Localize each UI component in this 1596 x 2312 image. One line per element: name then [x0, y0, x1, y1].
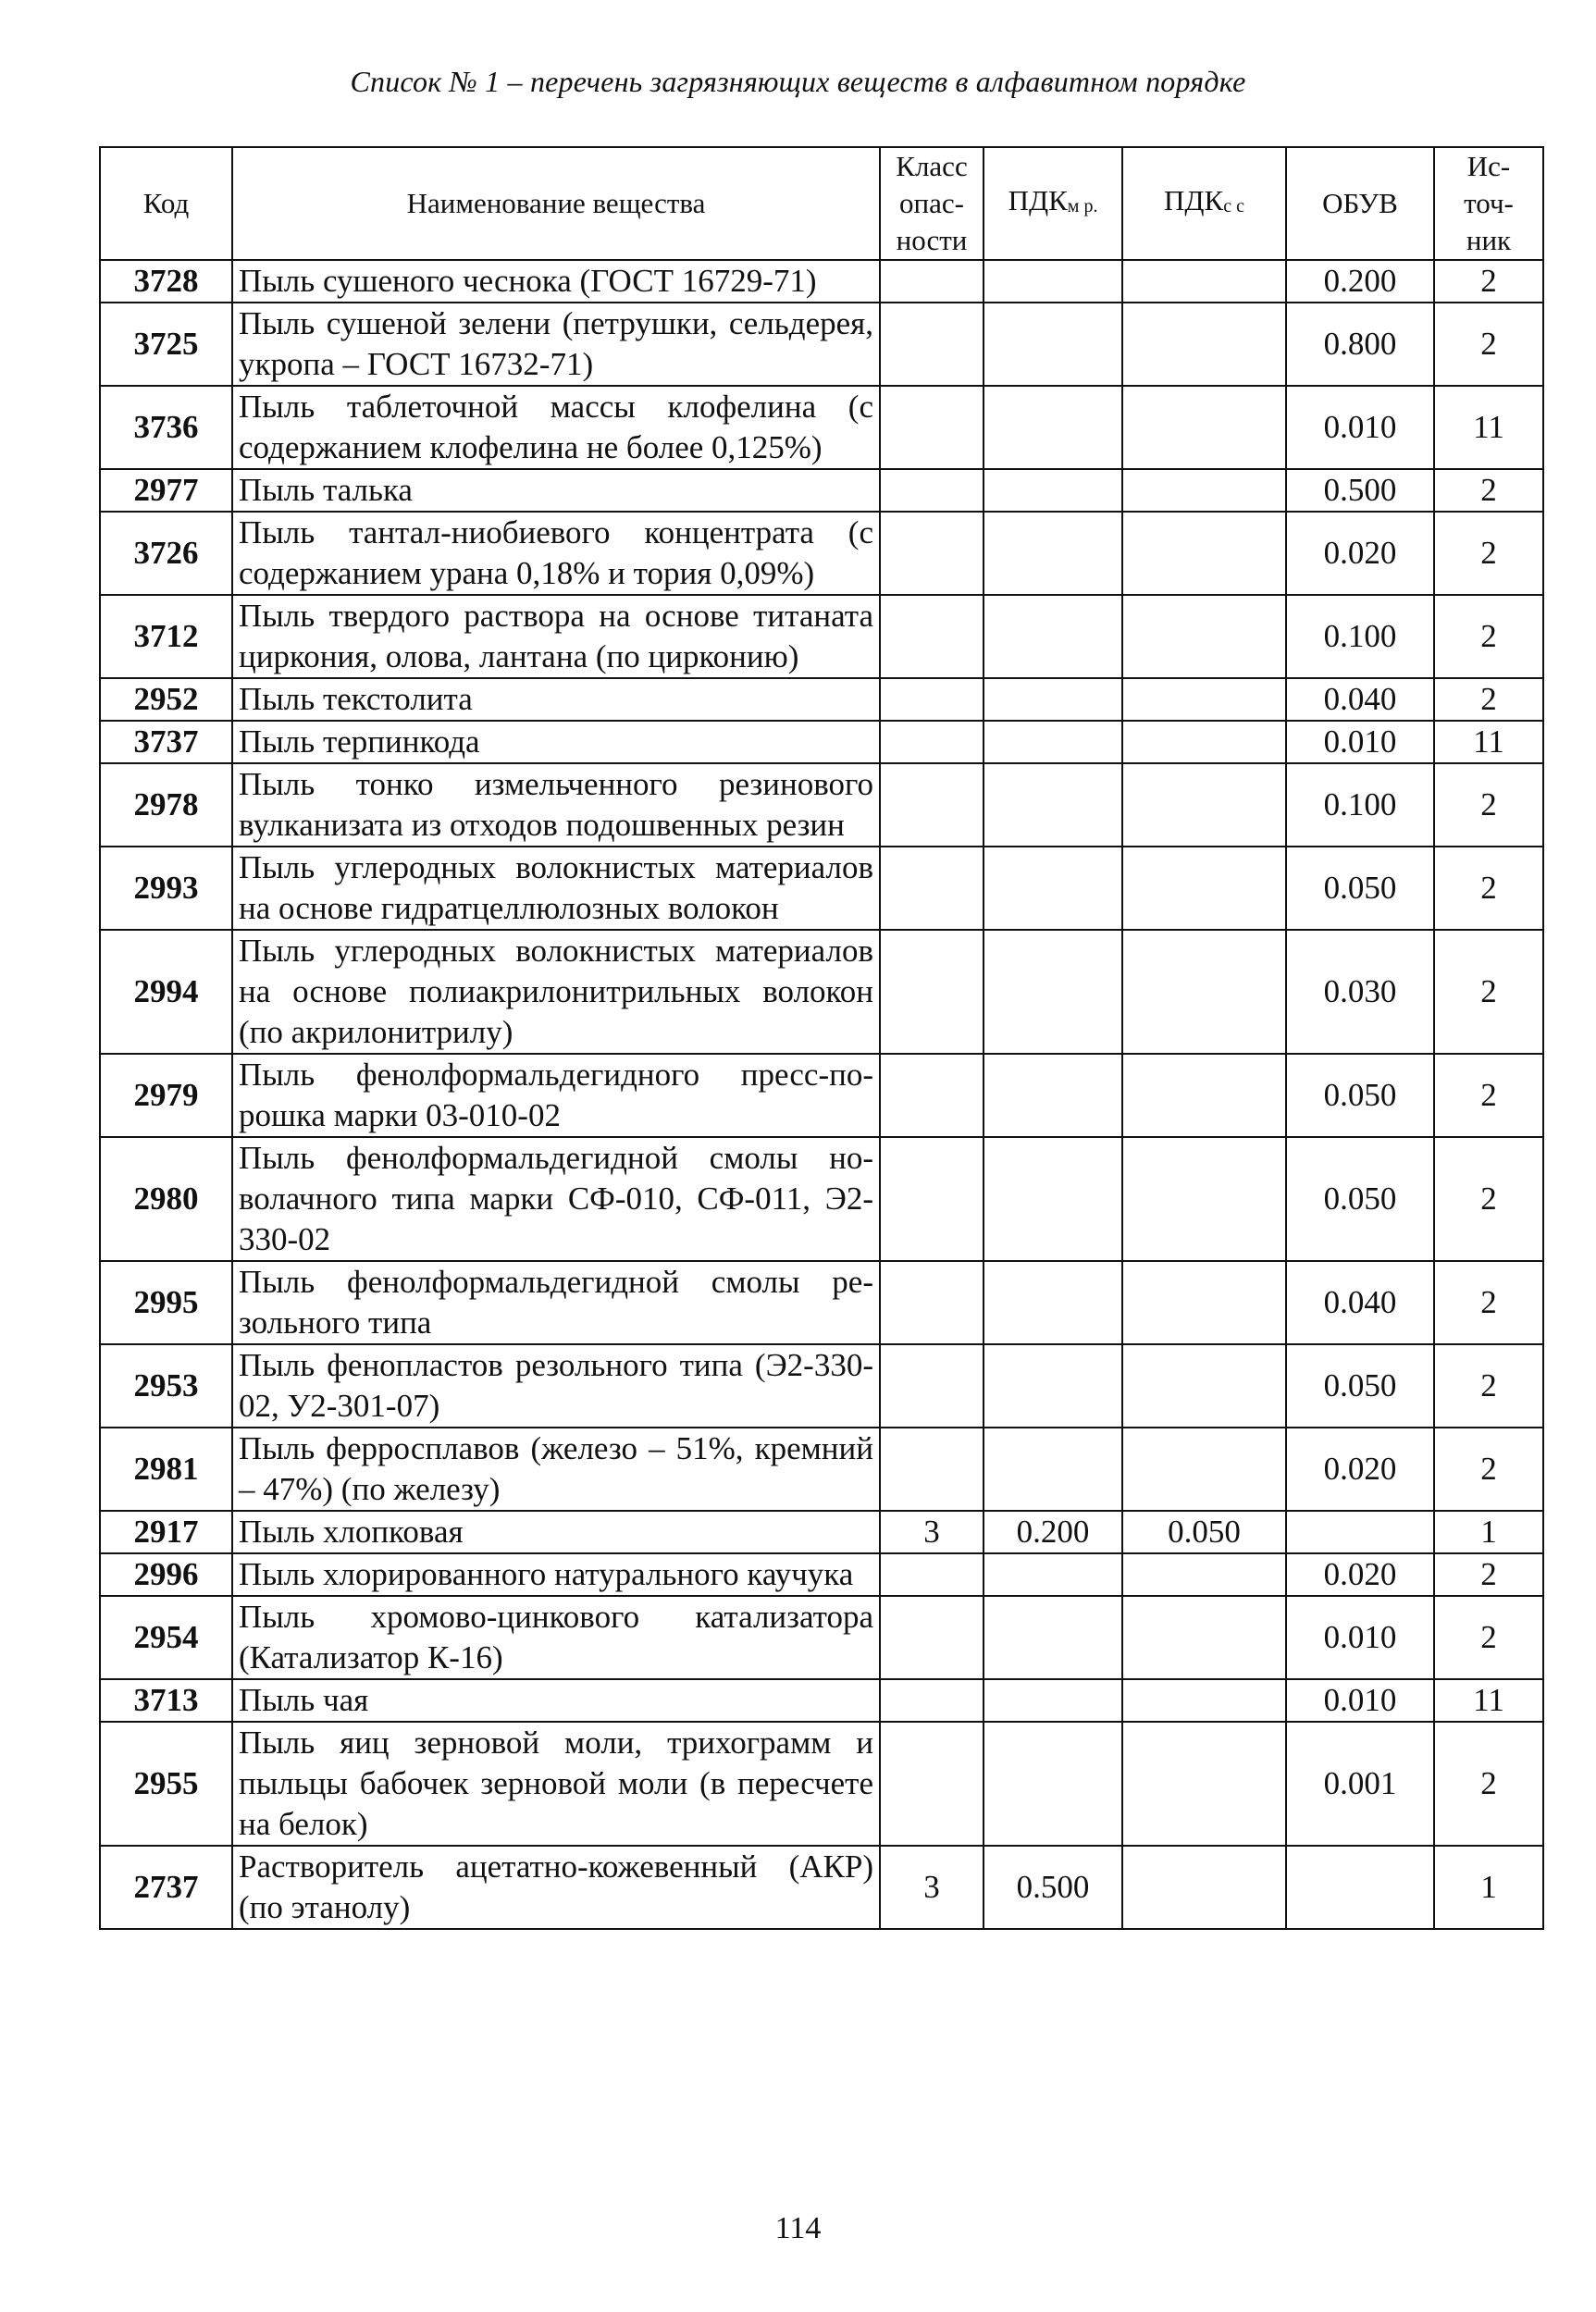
cell-name: Пыль таблеточной массы клофелина (с содержанием клофелина не более 0,125%) [232, 386, 880, 469]
cell-pdk-ss [1122, 512, 1286, 595]
cell-obuv: 0.020 [1286, 512, 1434, 595]
table-header-row [100, 147, 1543, 260]
cell-name: Пыль углеродных волокнистых материалов на основе полиакрилонитрильных волокон (по акрилонитрилу) [232, 930, 880, 1054]
cell-code: 2995 [100, 1261, 232, 1344]
cell-hazard-class [880, 595, 984, 678]
cell-name: Пыль хлорированного натурального каучука [232, 1553, 880, 1596]
cell-obuv: 0.500 [1286, 469, 1434, 512]
cell-name: Пыль тантал-ниобиевого концентрата (с содержанием урана 0,18% и тория 0,09%) [232, 512, 880, 595]
cell-code: 3728 [100, 260, 232, 303]
cell-hazard-class [880, 763, 984, 847]
page-title: Список № 1 – перечень загрязняющих веществ в алфавитном порядке [350, 65, 1246, 98]
cell-hazard-class [880, 1261, 984, 1344]
cell-source: 2 [1434, 469, 1543, 512]
table-row [100, 721, 1543, 763]
header-pdk-mr [984, 147, 1122, 260]
header-pdk-ss-sub: с с [1223, 196, 1244, 216]
cell-obuv: 0.100 [1286, 595, 1434, 678]
table-row [100, 1553, 1543, 1596]
table-row [100, 678, 1543, 721]
table-row [100, 1596, 1543, 1679]
cell-obuv: 0.050 [1286, 847, 1434, 930]
cell-code: 2994 [100, 930, 232, 1054]
cell-code: 2978 [100, 763, 232, 847]
cell-obuv: 0.050 [1286, 1054, 1434, 1137]
cell-pdk-ss [1122, 1846, 1286, 1929]
substances-table [99, 146, 1544, 1930]
cell-obuv: 0.020 [1286, 1428, 1434, 1511]
cell-obuv: 0.010 [1286, 1679, 1434, 1722]
cell-code: 2979 [100, 1054, 232, 1137]
cell-code: 2955 [100, 1722, 232, 1846]
cell-hazard-class [880, 930, 984, 1054]
cell-source: 2 [1434, 1722, 1543, 1846]
cell-obuv: 0.030 [1286, 930, 1434, 1054]
cell-source: 2 [1434, 930, 1543, 1054]
cell-name: Пыль текстолита [232, 678, 880, 721]
cell-code: 2952 [100, 678, 232, 721]
cell-obuv: 0.010 [1286, 1596, 1434, 1679]
cell-pdk-ss [1122, 1137, 1286, 1261]
cell-hazard-class: 3 [880, 1511, 984, 1553]
table-row [100, 303, 1543, 386]
header-source-line: ник [1466, 224, 1512, 256]
table-row [100, 1344, 1543, 1428]
cell-code: 2980 [100, 1137, 232, 1261]
cell-name: Пыль сушеной зелени (петрушки, сельдерея, укропа – ГОСТ 16732-71) [232, 303, 880, 386]
header-source-line: Ис- [1466, 150, 1511, 182]
cell-code: 3725 [100, 303, 232, 386]
cell-pdk-ss [1122, 469, 1286, 512]
cell-hazard-class [880, 1428, 984, 1511]
cell-obuv [1286, 1511, 1434, 1553]
cell-pdk-mr [984, 1596, 1122, 1679]
cell-source: 1 [1434, 1846, 1543, 1929]
cell-obuv: 0.020 [1286, 1553, 1434, 1596]
cell-pdk-mr [984, 1261, 1122, 1344]
cell-source: 2 [1434, 1344, 1543, 1428]
cell-pdk-ss [1122, 1261, 1286, 1344]
cell-name: Пыль тонко измельченного резинового вулканизата из отходов подошвенных резин [232, 763, 880, 847]
cell-pdk-mr [984, 1428, 1122, 1511]
header-hazard-class [880, 147, 984, 260]
cell-obuv: 0.001 [1286, 1722, 1434, 1846]
cell-pdk-mr [984, 1137, 1122, 1261]
table-row [100, 1428, 1543, 1511]
header-hazard-class-line: ности [896, 224, 968, 256]
header-obuv: ОБУВ [1286, 147, 1434, 260]
cell-name: Пыль ферросплавов (железо – 51%, кремний – 47%) (по железу) [232, 1428, 880, 1511]
cell-pdk-ss [1122, 595, 1286, 678]
cell-source: 2 [1434, 303, 1543, 386]
cell-obuv: 0.800 [1286, 303, 1434, 386]
cell-hazard-class [880, 847, 984, 930]
cell-pdk-ss [1122, 1553, 1286, 1596]
cell-source: 11 [1434, 1679, 1543, 1722]
table-row [100, 847, 1543, 930]
header-pdk-ss-label: ПДК [1164, 184, 1224, 216]
cell-code: 2954 [100, 1596, 232, 1679]
cell-obuv: 0.040 [1286, 678, 1434, 721]
cell-code: 3736 [100, 386, 232, 469]
cell-source: 2 [1434, 678, 1543, 721]
table-row [100, 1261, 1543, 1344]
cell-hazard-class [880, 1054, 984, 1137]
cell-code: 3713 [100, 1679, 232, 1722]
cell-pdk-mr [984, 1344, 1122, 1428]
cell-name: Пыль яиц зерновой моли, трихограмм и пыльцы бабочек зерновой моли (в пересчете на белок) [232, 1722, 880, 1846]
cell-pdk-ss [1122, 1596, 1286, 1679]
table-row [100, 930, 1543, 1054]
header-pdk-mr-sub: м р. [1067, 196, 1098, 216]
header-source-line: точ- [1464, 187, 1514, 219]
cell-hazard-class [880, 1137, 984, 1261]
cell-obuv: 0.010 [1286, 721, 1434, 763]
cell-pdk-mr [984, 763, 1122, 847]
cell-source: 11 [1434, 721, 1543, 763]
cell-pdk-mr [984, 1553, 1122, 1596]
cell-pdk-mr [984, 930, 1122, 1054]
cell-code: 2737 [100, 1846, 232, 1929]
header-hazard-class-line: опас- [899, 187, 964, 219]
table-row [100, 1846, 1543, 1929]
header-pdk-mr-label: ПДК [1008, 184, 1068, 216]
cell-source: 2 [1434, 1553, 1543, 1596]
cell-obuv: 0.040 [1286, 1261, 1434, 1344]
cell-hazard-class: 3 [880, 1846, 984, 1929]
cell-obuv [1286, 1846, 1434, 1929]
cell-pdk-ss [1122, 930, 1286, 1054]
table-row [100, 1054, 1543, 1137]
header-hazard-class-line: Класс [896, 150, 968, 182]
cell-code: 2981 [100, 1428, 232, 1511]
cell-pdk-mr: 0.200 [984, 1511, 1122, 1553]
cell-pdk-mr [984, 386, 1122, 469]
cell-source: 11 [1434, 386, 1543, 469]
cell-source: 2 [1434, 1261, 1543, 1344]
table-row [100, 386, 1543, 469]
page-number: 114 [774, 2211, 822, 2245]
cell-pdk-ss [1122, 847, 1286, 930]
cell-pdk-mr [984, 303, 1122, 386]
table-row [100, 595, 1543, 678]
cell-hazard-class [880, 1722, 984, 1846]
cell-source: 2 [1434, 1054, 1543, 1137]
cell-pdk-ss [1122, 763, 1286, 847]
cell-hazard-class [880, 1596, 984, 1679]
cell-pdk-mr [984, 678, 1122, 721]
cell-hazard-class [880, 1553, 984, 1596]
cell-source: 2 [1434, 1428, 1543, 1511]
table-row [100, 1511, 1543, 1553]
cell-source: 2 [1434, 847, 1543, 930]
cell-pdk-ss [1122, 1428, 1286, 1511]
cell-source: 2 [1434, 595, 1543, 678]
cell-pdk-mr [984, 847, 1122, 930]
cell-name: Пыль фенолформальдегидной смолы новолачного типа марки СФ-010, СФ-011, Э2-330-02 [232, 1137, 880, 1261]
cell-hazard-class [880, 260, 984, 303]
cell-obuv: 0.100 [1286, 763, 1434, 847]
cell-hazard-class [880, 1344, 984, 1428]
table-row [100, 1137, 1543, 1261]
cell-code: 2977 [100, 469, 232, 512]
cell-hazard-class [880, 469, 984, 512]
cell-pdk-mr [984, 1054, 1122, 1137]
cell-source: 2 [1434, 260, 1543, 303]
cell-name: Пыль хлопковая [232, 1511, 880, 1553]
cell-source: 2 [1434, 763, 1543, 847]
cell-pdk-ss [1122, 678, 1286, 721]
cell-hazard-class [880, 678, 984, 721]
cell-hazard-class [880, 512, 984, 595]
cell-code: 2993 [100, 847, 232, 930]
cell-pdk-ss [1122, 1722, 1286, 1846]
cell-pdk-ss [1122, 303, 1286, 386]
cell-pdk-ss [1122, 1344, 1286, 1428]
header-name: Наименование вещества [232, 147, 880, 260]
table-row [100, 512, 1543, 595]
cell-source: 2 [1434, 1137, 1543, 1261]
cell-pdk-ss [1122, 1679, 1286, 1722]
header-source [1434, 147, 1543, 260]
cell-code: 3712 [100, 595, 232, 678]
cell-hazard-class [880, 721, 984, 763]
cell-name: Пыль твердого раствора на основе титаната циркония, олова, лантана (по цирконию) [232, 595, 880, 678]
cell-pdk-mr [984, 1679, 1122, 1722]
cell-obuv: 0.010 [1286, 386, 1434, 469]
cell-pdk-ss: 0.050 [1122, 1511, 1286, 1553]
table-row [100, 260, 1543, 303]
cell-name: Пыль углеродных волокнистых материалов на основе гидратцеллюлозных волокон [232, 847, 880, 930]
cell-source: 2 [1434, 1596, 1543, 1679]
cell-source: 1 [1434, 1511, 1543, 1553]
cell-pdk-mr [984, 469, 1122, 512]
cell-pdk-mr [984, 721, 1122, 763]
cell-pdk-mr [984, 1722, 1122, 1846]
cell-pdk-mr [984, 512, 1122, 595]
cell-name: Растворитель ацетатно-кожевенный (АКР) (по этанолу) [232, 1846, 880, 1929]
cell-name: Пыль чая [232, 1679, 880, 1722]
cell-name: Пыль фенопластов резольного типа (Э2-330-02, У2-301-07) [232, 1344, 880, 1428]
header-pdk-ss [1122, 147, 1286, 260]
cell-name: Пыль сушеного чеснока (ГОСТ 16729-71) [232, 260, 880, 303]
cell-obuv: 0.050 [1286, 1344, 1434, 1428]
cell-pdk-ss [1122, 260, 1286, 303]
table-row [100, 1679, 1543, 1722]
cell-pdk-mr: 0.500 [984, 1846, 1122, 1929]
table-row [100, 469, 1543, 512]
table-body [100, 260, 1543, 1929]
cell-hazard-class [880, 1679, 984, 1722]
cell-name: Пыль хромово-цинкового катализатора (Катализатор К-16) [232, 1596, 880, 1679]
cell-code: 3726 [100, 512, 232, 595]
cell-pdk-mr [984, 260, 1122, 303]
cell-name: Пыль фенолформальдегидного пресс-порошка марки 03-010-02 [232, 1054, 880, 1137]
cell-obuv: 0.050 [1286, 1137, 1434, 1261]
cell-code: 3737 [100, 721, 232, 763]
header-code: Код [100, 147, 232, 260]
cell-code: 2917 [100, 1511, 232, 1553]
cell-obuv: 0.200 [1286, 260, 1434, 303]
cell-hazard-class [880, 386, 984, 469]
cell-pdk-ss [1122, 1054, 1286, 1137]
table-row [100, 763, 1543, 847]
cell-code: 2953 [100, 1344, 232, 1428]
cell-name: Пыль терпинкода [232, 721, 880, 763]
cell-code: 2996 [100, 1553, 232, 1596]
cell-pdk-ss [1122, 386, 1286, 469]
cell-hazard-class [880, 303, 984, 386]
cell-source: 2 [1434, 512, 1543, 595]
table-row [100, 1722, 1543, 1846]
cell-pdk-ss [1122, 721, 1286, 763]
cell-pdk-mr [984, 595, 1122, 678]
cell-name: Пыль талька [232, 469, 880, 512]
cell-name: Пыль фенолформальдегидной смолы резольного типа [232, 1261, 880, 1344]
